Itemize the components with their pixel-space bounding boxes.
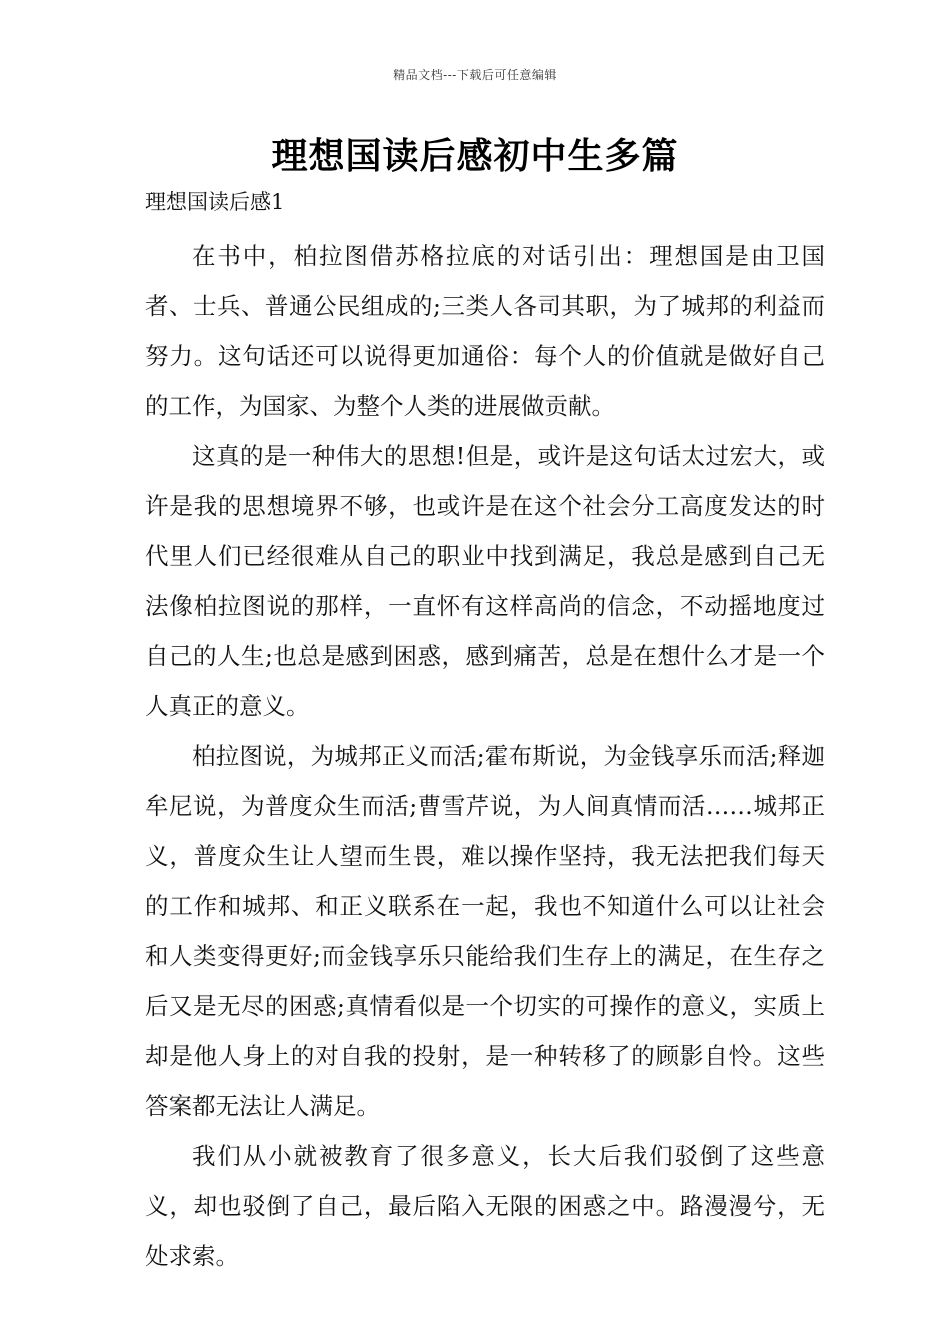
body-text (145, 231, 825, 1281)
document-title: 理想国读后感初中生多篇 (271, 135, 679, 177)
paragraph: 我们从小就被教育了很多意义，长大后我们驳倒了这些意义，却也驳倒了自己，最后陷入无限的困惑之中。路漫漫兮，无处求索。 (145, 1142, 825, 1270)
section-heading: 理想国读后感1 (145, 190, 285, 214)
paragraph: 这真的是一种伟大的思想!但是，或许是这句话太过宏大，或许是我的思想境界不够，也或许是在这个社会分工高度发达的时代里人们已经很难从自己的职业中找到满足，我总是感到自己无法像柏拉图说的那样，一直怀有这样高尚的信念，不动摇地度过自己的人生;也总是感到困惑，感到痛苦，总是在想什么才是一个人真正的意义。 (145, 442, 825, 720)
paragraph: 柏拉图说，为城邦正义而活;霍布斯说，为金钱享乐而活;释迦牟尼说，为普度众生而活;曹雪芹说，为人间真情而活……城邦正义，普度众生让人望而生畏，难以操作坚持，我无法把我们每天的工作和城邦、和正义联系在一起，我也不知道什么可以让社会和人类变得更好;而金钱享乐只能给我们生存上的满足，在生存之后又是无尽的困惑;真情看似是一个切实的可操作的意义，实质上却是他人身上的对自我的投射，是一种转移了的顾影自怜。这些答案都无法让人满足。 (145, 742, 825, 1120)
header-note: 精品文档---下载后可任意编辑 (393, 68, 557, 82)
paragraph: 在书中，柏拉图借苏格拉底的对话引出：理想国是由卫国者、士兵、普通公民组成的;三类人各司其职，为了城邦的利益而努力。这句话还可以说得更加通俗：每个人的价值就是做好自己的工作，为国家、为整个人类的进展做贡献。 (145, 242, 825, 420)
